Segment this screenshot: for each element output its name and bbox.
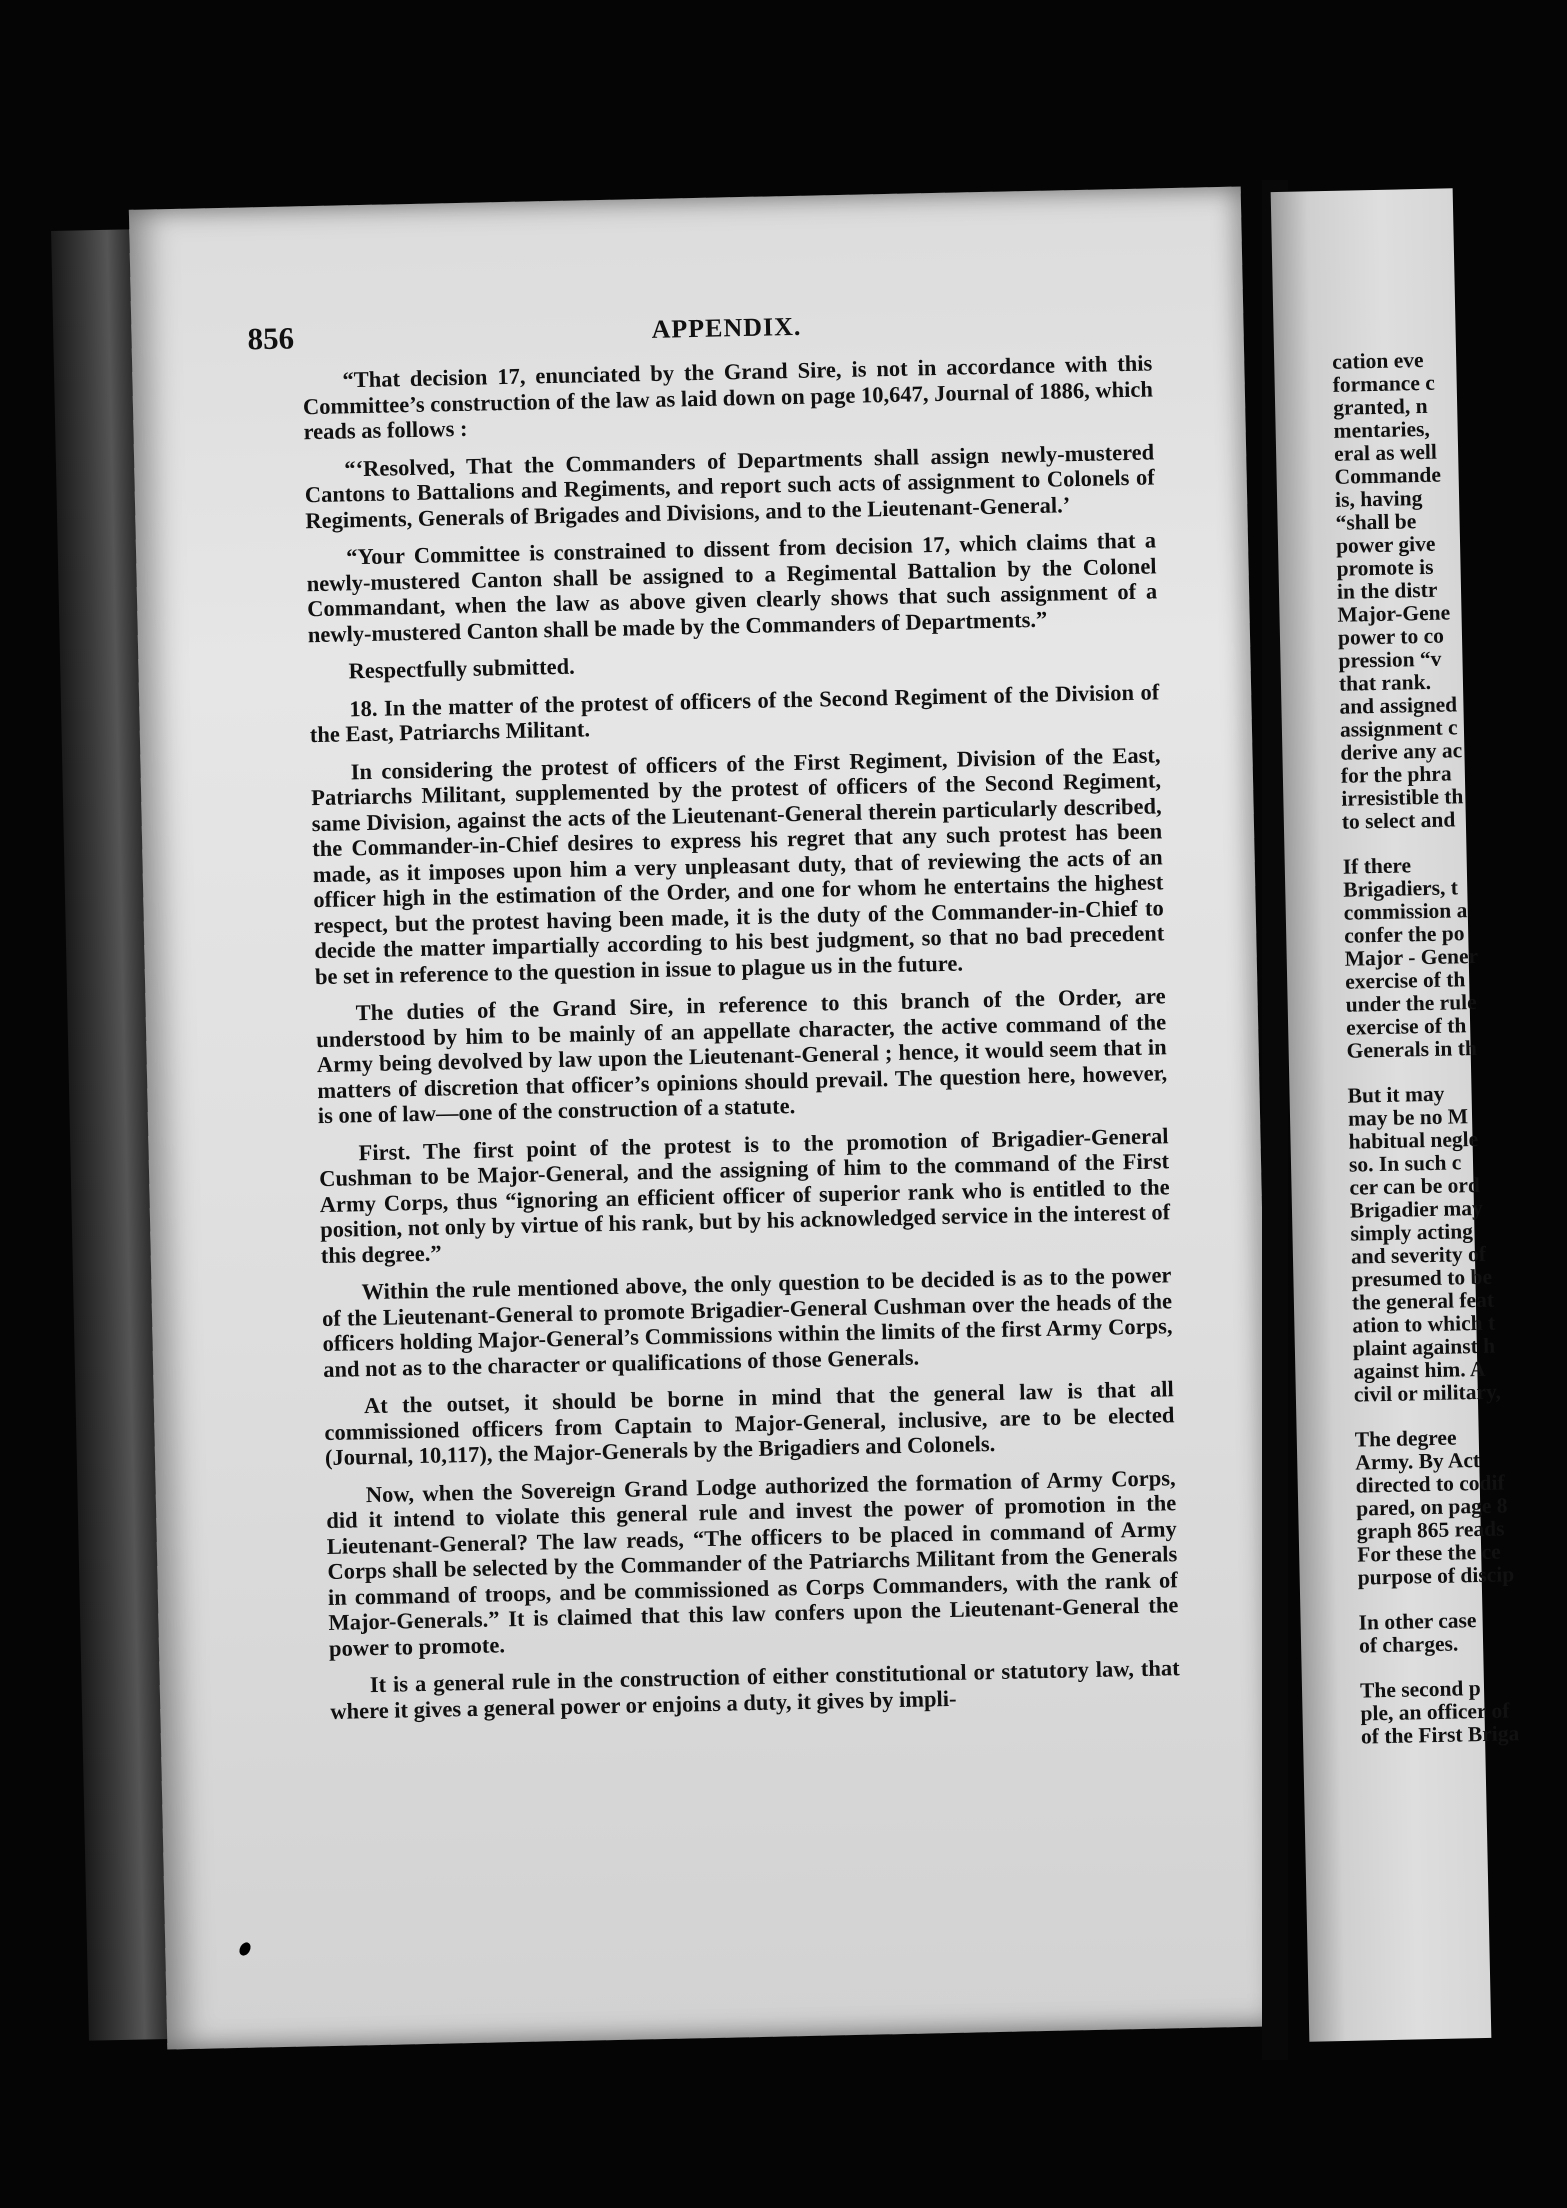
right-page-line: “shall be (1335, 509, 1417, 535)
right-page-line: cation eve (1331, 347, 1424, 374)
right-page-line: mentaries, (1333, 416, 1431, 443)
paragraph-general-rule: It is a general rule in the construction of either constitutional or statutory law, that where it gives a general power or enjoins a duty, it gives by impli- (330, 1655, 1180, 1724)
right-page-line: If there (1342, 853, 1412, 879)
right-page-line: power give (1335, 531, 1436, 558)
right-page-line: of charges. (1358, 1631, 1459, 1658)
right-page-line: under the rule (1345, 989, 1477, 1017)
right-page-line: commission a (1343, 898, 1468, 925)
right-page-line: and severity of (1350, 1241, 1487, 1269)
right-page-line: derive any ac (1340, 738, 1463, 765)
right-page-line: Major-Gene (1337, 600, 1451, 627)
paragraph-at-outset: At the outset, it should be borne in mind that the general law is that all commissioned officers from Captain to Major-General, inclusive, are to be elected (Journal, 10,117), the Major-Generals by the Brigadiers and Colonels. (324, 1376, 1175, 1471)
right-page-line: The second p (1359, 1676, 1481, 1703)
right-page-line: formance c (1332, 370, 1436, 397)
right-page-line: purpose of discip (1357, 1562, 1515, 1590)
right-page-line: to select and (1341, 807, 1456, 834)
right-page-line: exercise of th (1345, 1013, 1467, 1040)
right-page-line: against him. A (1353, 1356, 1486, 1384)
paragraph-first-point: First. The first point of the protest is to the promotion of Brigadier-General Cushman to be Major-General, and the assigning of him to the command of the First Army Corps, thus “ignoring an efficient officer of superior rank who is entitled to the position, not only by virtue of his rank, but by his acknowledged service in the interest of this degree.” (318, 1122, 1171, 1268)
right-page-fragment (1271, 188, 1520, 2041)
right-page-line: that rank. (1338, 669, 1432, 696)
paragraph-committee-dissent: “Your Committee is constrained to dissent from decision 17, which claims that a newly-mustered Canton shall be assigned to a Regimental Battalion by the Colonel Commandant, when the law as above given clearly shows that such assignment of a newly-mustered Canton shall be made by the Commanders of Departments.” (306, 527, 1158, 647)
page-content (247, 300, 1181, 1735)
paragraph-now-when: Now, when the Sovereign Grand Lodge authorized the formation of Army Corps, did it intend to violate this general rule and invest the power of promotion in the Lieutenant-General? The law reads, “The officers to be placed in command of Army Corps shall be selected by the Commander of the Patriarchs Militant from the Generals in command of troops, and be commissioned as Corps Commanders, with the rank of Major-Generals.” It is claimed that this law confers upon the Lieutenant-General the power to promote. (326, 1464, 1179, 1661)
page-number: 856 (247, 320, 295, 357)
right-page-line: granted, n (1332, 393, 1428, 420)
right-page-line: ple, an officer of (1360, 1698, 1510, 1726)
right-page-line: Brigadier may (1349, 1195, 1484, 1223)
right-page-line: pression “v (1338, 646, 1442, 673)
right-page-line: so. In such c (1348, 1150, 1462, 1177)
page-body (302, 350, 1180, 1724)
right-page-line: For these the ce (1356, 1539, 1501, 1567)
right-page-line: Commande (1334, 462, 1442, 489)
right-page-line: exercise of th (1344, 967, 1466, 994)
right-page-line: The degree (1354, 1425, 1457, 1452)
right-page-line: power to co (1337, 623, 1445, 650)
right-page-line: In other case (1358, 1608, 1477, 1635)
paragraph-signoff: Respectfully submitted. (348, 653, 576, 684)
right-page-line: confer the po (1343, 921, 1465, 948)
right-page-line: Brigadiers, t (1343, 875, 1459, 902)
right-page-line: in the distr (1336, 577, 1438, 604)
paragraph-duties-grand-sire: The duties of the Grand Sire, in reference to this branch of the Order, are understood by him to be mainly of an appellate character, the active command of the Army being devolved by law upon the Lieutenant-General ; hence, it would seem that in matters of discretion that officer’s opinions should prevail. The question here, however, is one of law—one of the construction of a statute. (316, 983, 1168, 1129)
right-page-line: But it may (1347, 1081, 1445, 1108)
right-page-line: irresistible th (1341, 784, 1464, 811)
right-page-line: and assigned (1339, 692, 1458, 719)
right-page-line: directed to codif (1355, 1470, 1505, 1498)
right-page-line: may be no M (1347, 1104, 1469, 1131)
right-page-line: plaint against h (1352, 1333, 1496, 1361)
right-page-line: presumed to be (1351, 1264, 1493, 1292)
paragraph-item-18: 18. In the matter of the protest of officers of the Second Regiment of the Division of the East, Patriarchs Militant. (309, 678, 1160, 748)
right-page-line: pared, on page 8 (1355, 1493, 1508, 1521)
left-page (129, 187, 1279, 2050)
right-page-line: for the phra (1340, 761, 1452, 788)
right-page-line: ation to which t (1352, 1310, 1496, 1338)
paragraph-resolved: “‘Resolved, That the Commanders of Departments shall assign newly-mustered Cantons to Battalions and Regiments, and report such acts of assignment to Colonels of Regiments, Generals of Brigades and Divisions, and to the Lieutenant-General.’ (304, 438, 1155, 533)
right-page-line: Generals in th (1346, 1035, 1478, 1063)
right-page-line: promote is (1336, 554, 1434, 581)
right-page-line: habitual negle (1348, 1126, 1479, 1154)
right-page-line: of the First Briga (1360, 1721, 1520, 1749)
right-page-line: eral as well (1333, 439, 1438, 466)
right-page-line: assignment c (1339, 715, 1458, 742)
right-page-line: Army. By Act (1355, 1448, 1481, 1475)
right-page-line: simply acting (1350, 1219, 1474, 1246)
running-head: APPENDIX. (651, 311, 802, 344)
right-page-line: cer can be ord (1349, 1172, 1481, 1200)
right-page-text (1332, 347, 1561, 1749)
right-page-line: the general feat (1351, 1287, 1495, 1315)
right-page-line: is, having (1334, 486, 1423, 512)
right-page-line: Major - Gener (1344, 943, 1479, 971)
right-page-line: civil or military, (1353, 1379, 1502, 1407)
paragraph-within-rule: Within the rule mentioned above, the only question to be decided is as to the power of the Lieutenant-General to promote Brigadier-General Cushman over the heads of the officers holding Major-General’s Commissions within the limits of the first Army Corps, and not as to the character or qualifications of those Generals. (321, 1262, 1173, 1382)
right-page-line: graph 865 reads (1356, 1516, 1505, 1544)
paragraph-quote-decision: “That decision 17, enunciated by the Grand Sire, is not in accordance with this Committee’s construction of the law as laid down on page 10,647, Journal of 1886, which reads as follows : (302, 350, 1154, 445)
paragraph-considering-protest: In considering the protest of officers of the First Regiment, Division of the East, Patriarchs Militant, supplemented by the protest of officers of the Second Regiment, same Division, against the acts of the Lieutenant-General therein particularly described, the Commander-in-Chief desires to express his regret that any such protest has been made, as it imposes upon him a very unpleasant duty, that of reviewing the acts of an officer high in the estimation of the Order, and one for whom he entertains the highest respect, but the protest having been made, it is the duty of the Commander-in-Chief to decide the matter impartially according to his best judgment, so that no bad precedent be set in reference to the question in issue to plague us in the future. (310, 741, 1165, 989)
